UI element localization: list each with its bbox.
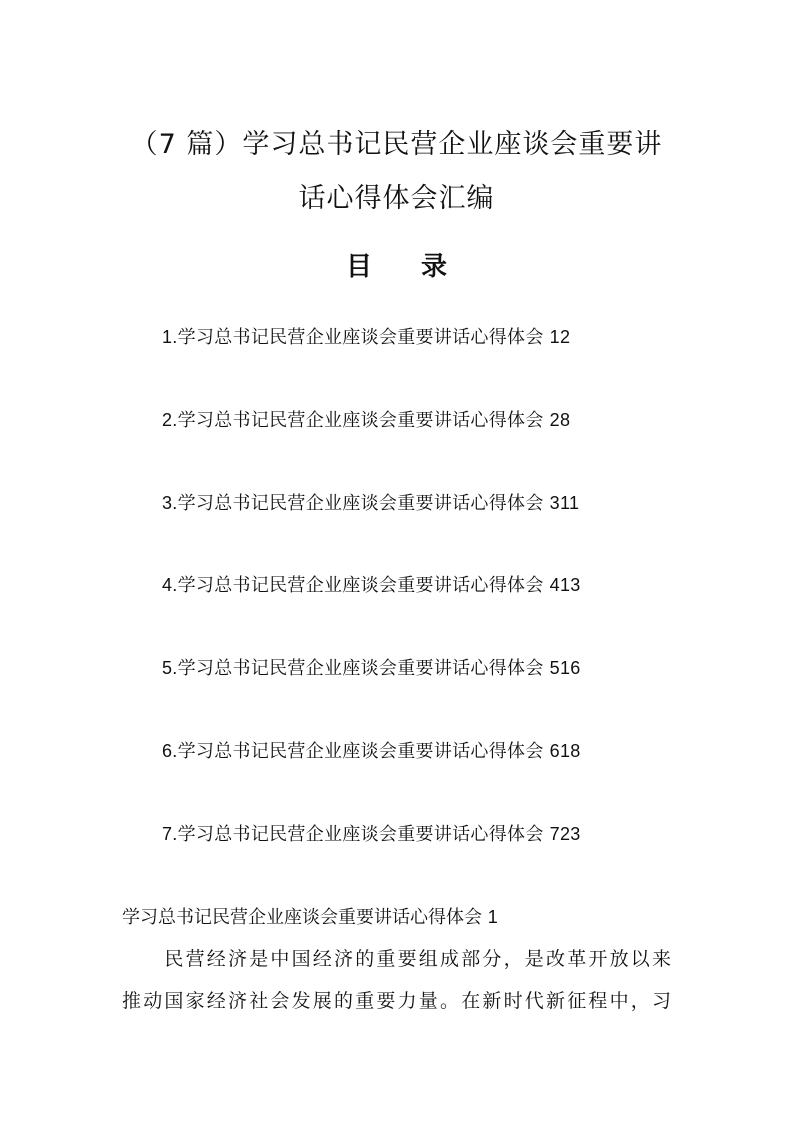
body-text-line: 推动国家经济社会发展的重要力量。在新时代新征程中，习 — [122, 990, 674, 1012]
toc-entry-text: 学习总书记民营企业座谈会重要讲话心得体会 — [177, 493, 544, 514]
toc-entry-page: 28 — [549, 410, 571, 430]
toc-entry-text: 学习总书记民营企业座谈会重要讲话心得体会 — [177, 824, 544, 845]
section-heading-number: 1 — [487, 907, 498, 927]
toc-entry-page: 311 — [549, 493, 580, 513]
toc-entry-page: 723 — [549, 824, 581, 844]
toc-entry[interactable] — [162, 819, 581, 849]
toc-entry-text: 学习总书记民营企业座谈会重要讲话心得体会 — [177, 658, 544, 679]
toc-entry[interactable] — [162, 736, 581, 766]
document-title-line-1: （7 篇）学习总书记民营企业座谈会重要讲 — [130, 129, 663, 160]
toc-entry[interactable] — [162, 488, 579, 518]
toc-entry-number: 4. — [162, 575, 178, 595]
toc-entry-text: 学习总书记民营企业座谈会重要讲话心得体会 — [177, 410, 544, 431]
toc-entry-number: 3. — [162, 493, 178, 513]
toc-entry-number: 7. — [162, 824, 178, 844]
toc-entry[interactable] — [162, 653, 581, 683]
toc-entry-page: 516 — [549, 658, 581, 678]
toc-entry[interactable] — [162, 322, 570, 352]
toc-heading: 目 录 — [345, 252, 468, 282]
toc-entry-page: 12 — [549, 327, 571, 347]
toc-entry-number: 1. — [162, 327, 178, 347]
toc-entry-page: 413 — [549, 575, 581, 595]
toc-entry-number: 5. — [162, 658, 178, 678]
toc-entry-text: 学习总书记民营企业座谈会重要讲话心得体会 — [177, 327, 544, 348]
section-heading-text: 学习总书记民营企业座谈会重要讲话心得体会 — [122, 907, 482, 928]
toc-entry-page: 618 — [549, 741, 581, 761]
body-text-line: 民营经济是中国经济的重要组成部分，是改革开放以来 — [122, 948, 674, 970]
document-title — [100, 118, 693, 226]
toc-entry-number: 6. — [162, 741, 178, 761]
document-title-line-2: 话心得体会汇编 — [298, 183, 495, 214]
toc-entry-text: 学习总书记民营企业座谈会重要讲话心得体会 — [177, 575, 544, 596]
section-heading — [122, 902, 498, 933]
toc-entry[interactable] — [162, 405, 570, 435]
toc-entry[interactable] — [162, 570, 581, 600]
toc-entry-number: 2. — [162, 410, 178, 430]
toc-entry-text: 学习总书记民营企业座谈会重要讲话心得体会 — [177, 741, 544, 762]
